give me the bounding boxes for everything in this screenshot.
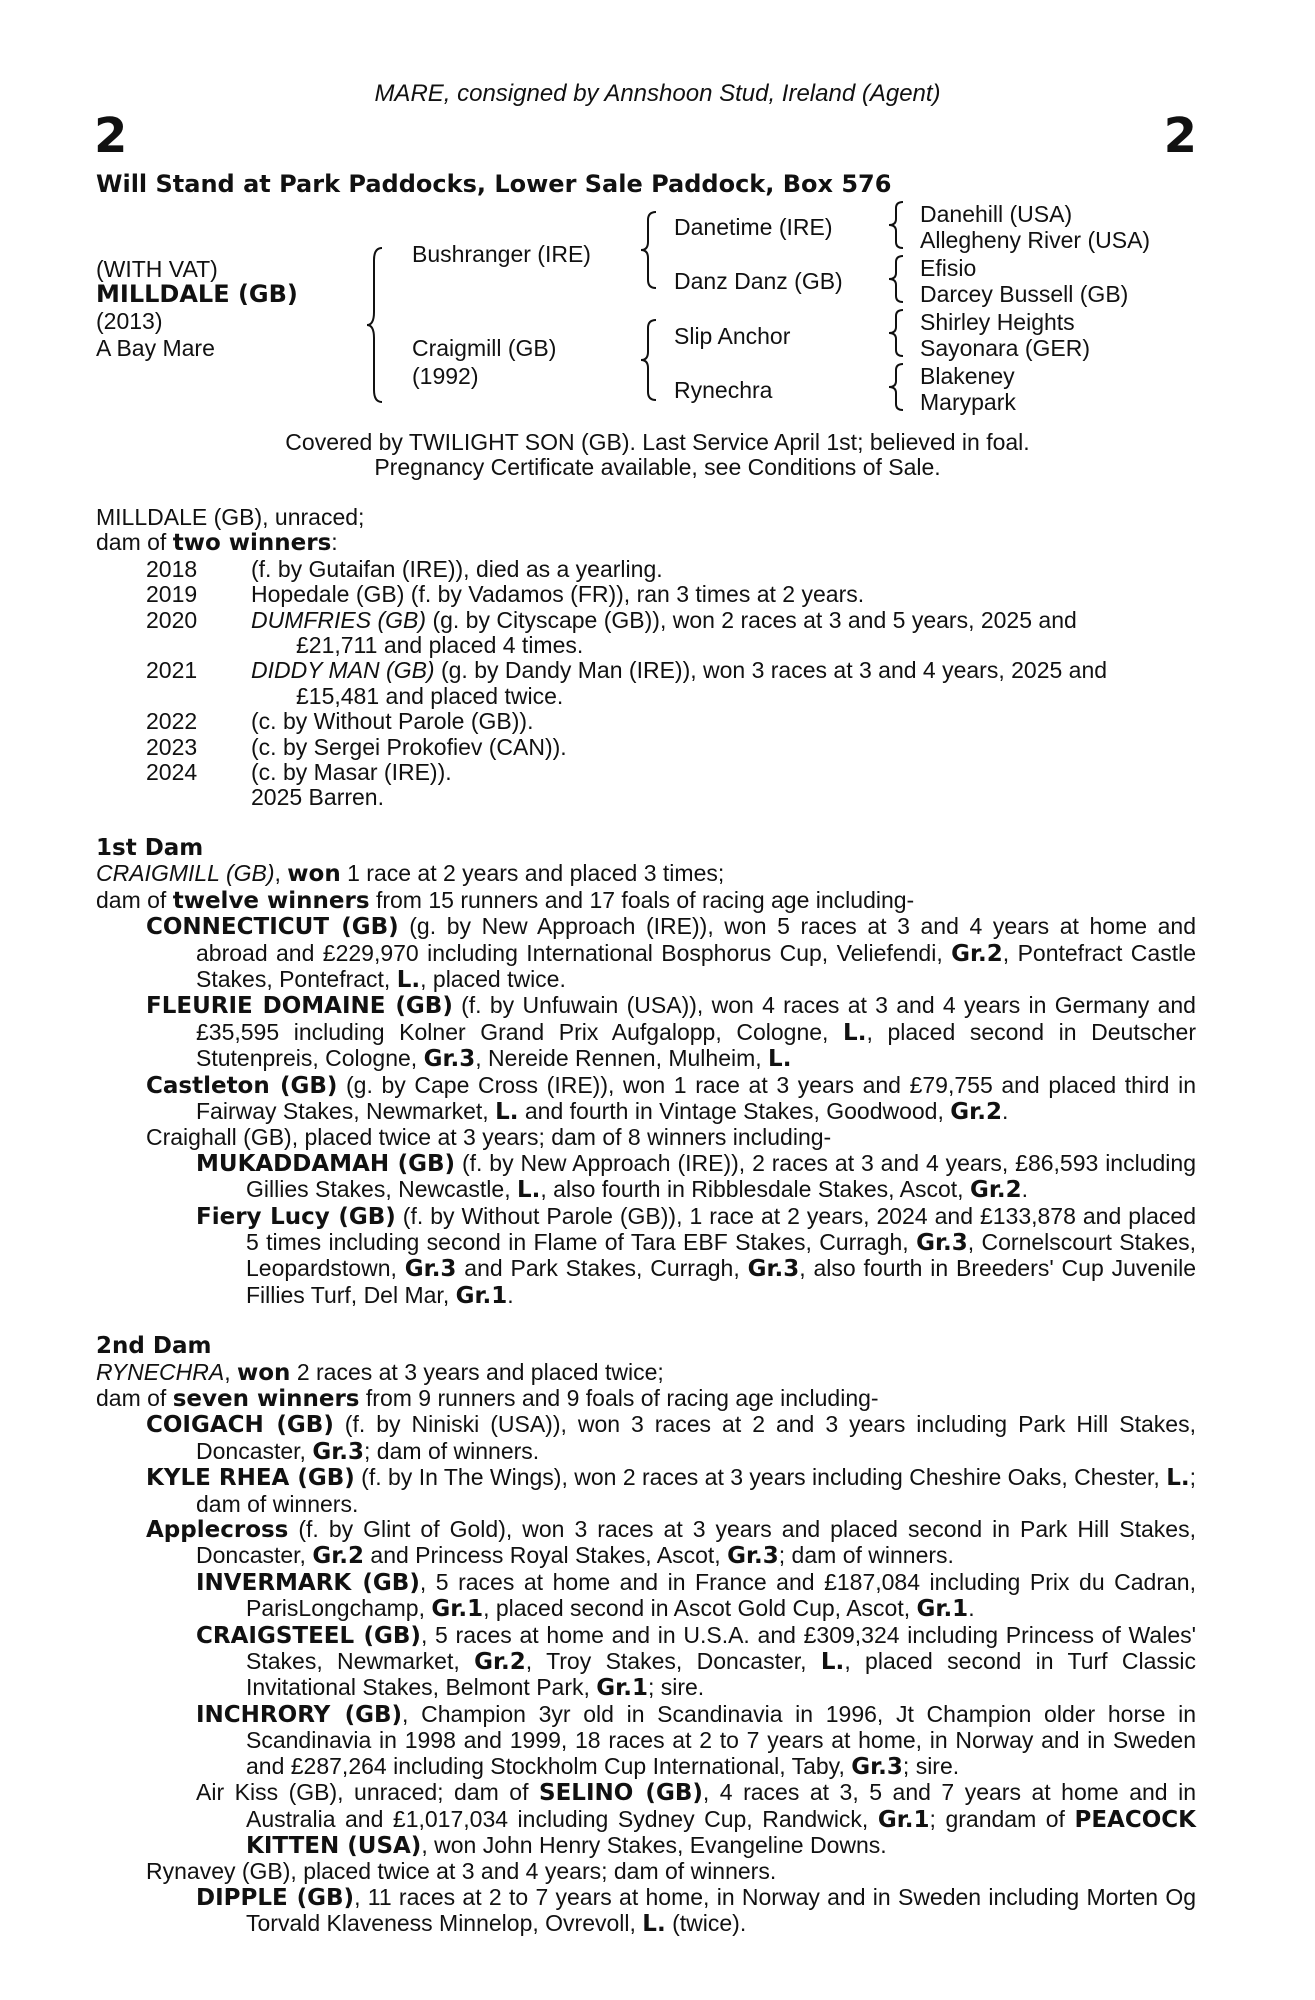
- covering-note: [0, 430, 1315, 480]
- produce-row: 2018 (f. by Gutaifan (IRE)), died as a yearling.: [146, 555, 663, 582]
- produce-row: 2024 (c. by Masar (IRE)).: [146, 759, 452, 786]
- produce-row: 2023 (c. by Sergei Prokofiev (CAN)).: [146, 733, 567, 760]
- lot-number-left: 2: [94, 108, 128, 164]
- granddam-2: Allegheny River (USA): [920, 227, 1151, 253]
- produce-row: 2022 (c. by Without Parole (GB)).: [146, 708, 534, 735]
- vat-label: (WITH VAT): [96, 256, 218, 282]
- progeny-castleton: Castleton (GB) (g. by Cape Cross (IRE)), won 1 race at 3 years and £79,755 and placed third in Fairway Stakes, Newmarket, L. and fourth in Vintage Stakes, Goodwood, Gr.2.: [146, 1071, 1196, 1125]
- sire-dam: Danz Danz (GB): [674, 268, 843, 294]
- brace-g78: [886, 362, 908, 412]
- first-dam-heading: 1st Dam: [96, 834, 204, 861]
- progeny-fleurie-domaine: FLEURIE DOMAINE (GB) (f. by Unfuwain (USA)), won 4 races at 3 and 4 years in Germany and £35,595 including Kolner Grand Prix Aufgalopp, Cologne, L., placed second in Deutscher Stutenpreis, Cologne, Gr.3, Nereide Rennen, Mulheim, L.: [146, 992, 1196, 1073]
- progeny-mukaddamah: MUKADDAMAH (GB) (f. by New Approach (IRE)), 2 races at 3 and 4 years, £86,593 including Gillies Stakes, Newcastle, L., also fourth in Ribblesdale Stakes, Ascot, Gr.2.: [196, 1149, 1196, 1204]
- covered-line-2: Pregnancy Certificate available, see Conditions of Sale.: [374, 454, 941, 480]
- second-dam-heading: 2nd Dam: [96, 1333, 212, 1360]
- progeny-kyle-rhea: KYLE RHEA (GB) (f. by In The Wings), won 2 races at 3 years including Cheshire Oaks, Chester, L.; dam of winners.: [146, 1464, 1196, 1517]
- granddam-8: Marypark: [920, 389, 1016, 415]
- granddam-6: Sayonara (GER): [920, 335, 1091, 361]
- progeny-applecross: Applecross (f. by Glint of Gold), won 3 races at 3 years and placed second in Park Hill Stakes, Doncaster, Gr.2 and Princess Royal Stakes, Ascot, Gr.3; dam of winners.: [146, 1516, 1196, 1570]
- produce-row: 2025 Barren.: [251, 784, 384, 811]
- grandsire-5: Shirley Heights: [920, 309, 1075, 335]
- progeny-fiery-lucy: Fiery Lucy (GB) (f. by Without Parole (GB)), 1 race at 2 years, 2024 and £133,878 and placed 5 times including second in Flame of Tara EBF Stakes, Curragh, Gr.3, Cornelscourt Stakes, Leopardstown, Gr.3 and Park Stakes, Curragh, Gr.3, also fourth in Breeders' Cup Juvenile Fillies Turf, Del Mar, Gr.1.: [196, 1202, 1196, 1309]
- progeny-coigach: COIGACH (GB) (f. by Niniski (USA)), won 3 races at 2 and 3 years including Park Hill Stakes, Doncaster, Gr.3; dam of winners.: [146, 1411, 1196, 1465]
- produce-row: 2020 DUMFRIES (GB) (g. by Cityscape (GB)), won 2 races at 3 and 5 years, 2025 and: [146, 606, 1077, 633]
- progeny-air-kiss: Air Kiss (GB), unraced; dam of SELINO (GB), 4 races at 3, 5 and 7 years at home and in Australia and £1,017,034 including Sydney Cup, Randwick, Gr.1; grandam of PEACOCK KITTEN (USA), won John Henry Stakes, Evangeline Downs.: [196, 1779, 1196, 1859]
- horse-name: MILLDALE (GB): [96, 280, 298, 308]
- progeny-dipple: DIPPLE (GB), 11 races at 2 to 7 years at home, in Norway and in Sweden including Morten Og Torvald Klaveness Minnelop, Ovrevoll, L. (twice).: [196, 1883, 1197, 1938]
- lot-number-right: 2: [1163, 108, 1197, 164]
- produce-intro: MILLDALE (GB), unraced;: [96, 504, 365, 530]
- stand-location: Will Stand at Park Paddocks, Lower Sale Paddock, Box 576: [96, 170, 892, 198]
- covered-line-1: Covered by TWILIGHT SON (GB). Last Service April 1st; believed in foal.: [285, 429, 1030, 455]
- progeny-connecticut: CONNECTICUT (GB) (g. by New Approach (IRE)), won 5 races at 3 and 4 years at home and abroad and £229,970 including International Bosphorus Cup, Veliefendi, Gr.2, Pontefract Castle Stakes, Pontefract, L., placed twice.: [146, 913, 1197, 993]
- sire: Bushranger (IRE): [412, 241, 591, 267]
- horse-year: (2013): [96, 308, 163, 334]
- dam-line-brace: [638, 318, 662, 402]
- grandsire-3: Efisio: [920, 255, 977, 281]
- progeny-inchrory: INCHRORY (GB), Champion 3yr old in Scandinavia in 1996, Jt Champion older horse in Scandinavia in 1998 and 1999, 18 races at 2 to 7 years at home, in Norway and in Sweden and £287,264 including Stockholm Cup International, Taby, Gr.3; sire.: [196, 1700, 1196, 1780]
- brace-g12: [886, 200, 908, 250]
- progeny-rynavey: Rynavey (GB), placed twice at 3 and 4 years; dam of winners.: [146, 1858, 777, 1885]
- progeny-craighall: Craighall (GB), placed twice at 3 years; dam of 8 winners including-: [146, 1124, 832, 1151]
- first-dam-produce: dam of twelve winners from 15 runners and 17 foals of racing age including-: [96, 886, 915, 914]
- brace-g34: [886, 254, 908, 304]
- grandsire-7: Blakeney: [920, 363, 1015, 389]
- second-dam-produce: dam of seven winners from 9 runners and 9 foals of racing age including-: [96, 1385, 879, 1412]
- grandsire-1: Danehill (USA): [920, 201, 1073, 227]
- catalogue-body: [96, 505, 1196, 1938]
- produce-row-cont: £21,711 and placed 4 times.: [296, 632, 584, 659]
- dam-dam: Rynechra: [674, 377, 773, 403]
- dam: Craigmill (GB): [412, 335, 557, 361]
- dam-sire: Slip Anchor: [674, 323, 791, 349]
- granddam-4: Darcey Bussell (GB): [920, 281, 1129, 307]
- sire-dam-brace: [364, 246, 388, 404]
- horse-description: A Bay Mare: [96, 335, 215, 361]
- produce-dam-of: dam of two winners:: [96, 529, 338, 557]
- dam-year: (1992): [412, 363, 479, 389]
- produce-row: 2019 Hopedale (GB) (f. by Vadamos (FR)), ran 3 times at 2 years.: [146, 581, 865, 608]
- produce-row-cont: £15,481 and placed twice.: [296, 682, 564, 709]
- consignor-line: MARE, consigned by Annshoon Stud, Ireland (Agent): [374, 80, 941, 107]
- sire-sire: Danetime (IRE): [674, 214, 833, 240]
- second-dam-record: RYNECHRA, won 2 races at 3 years and placed twice;: [96, 1358, 664, 1386]
- first-dam-record: CRAIGMILL (GB), won 1 race at 2 years and placed 3 times;: [96, 860, 725, 888]
- produce-row: 2021 DIDDY MAN (GB) (g. by Dandy Man (IRE)), won 3 races at 3 and 4 years, 2025 and: [146, 657, 1108, 684]
- progeny-invermark: INVERMARK (GB), 5 races at home and in France and £187,084 including Prix du Cadran, ParisLongchamp, Gr.1, placed second in Ascot Gold Cup, Ascot, Gr.1.: [196, 1568, 1196, 1623]
- sire-line-brace: [638, 210, 662, 290]
- brace-g56: [886, 308, 908, 358]
- progeny-craigsteel: CRAIGSTEEL (GB), 5 races at home and in U.S.A. and £309,324 including Princess of Wales' Stakes, Newmarket, Gr.2, Troy Stakes, Doncaster, L., placed second in Turf Classic Invitational Stakes, Belmont Park, Gr.1; sire.: [196, 1621, 1196, 1702]
